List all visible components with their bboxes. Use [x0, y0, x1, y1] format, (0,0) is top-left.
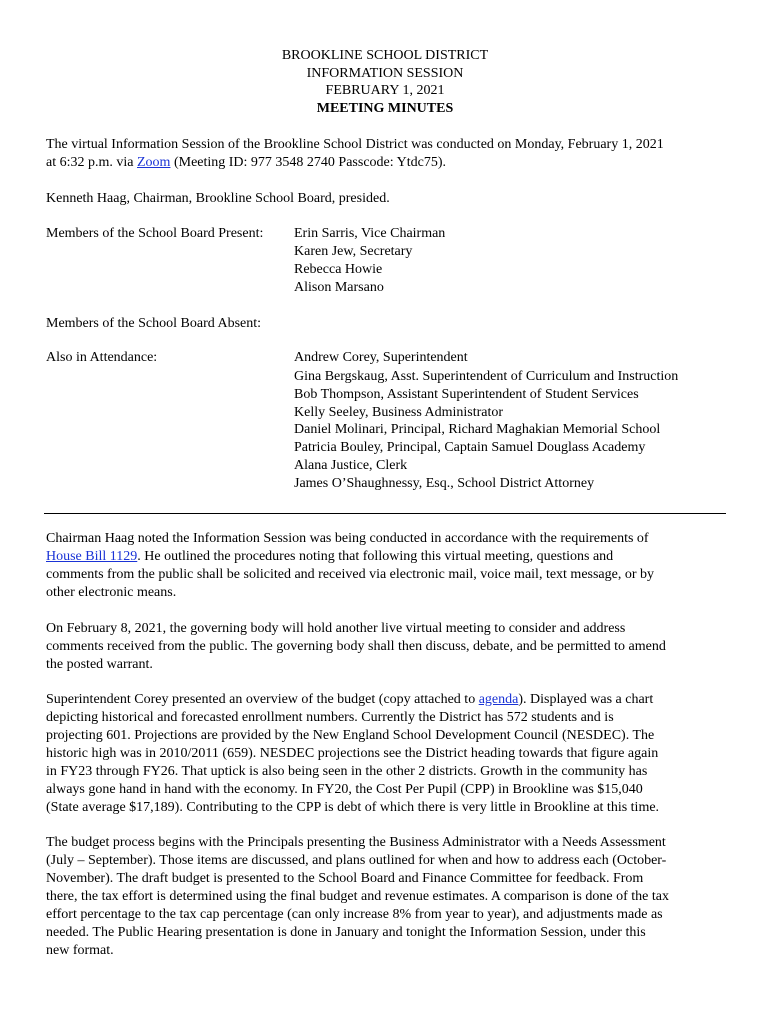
paragraph-line: needed. The Public Hearing presentation is done in January and tonight the Information Session, under this: [46, 925, 646, 940]
meeting-date: FEBRUARY 1, 2021: [325, 83, 445, 98]
budget-overview-paragraph: [46, 691, 726, 817]
intro-line-2: [46, 154, 726, 172]
paragraph-line: comments received from the public. The governing body shall then discuss, debate, and be permitted to amend: [46, 639, 666, 654]
paragraph-line: other electronic means.: [46, 585, 177, 600]
intro-meeting-id: (Meeting ID: 977 3548 2740 Passcode: Ytdc75).: [170, 155, 447, 170]
attendee: Patricia Bouley, Principal, Captain Samuel Douglass Academy: [294, 440, 646, 455]
paragraph-line: effort percentage to the tax cap percentage (can only increase 8% from year to year), and adjustments made as: [46, 907, 663, 922]
present-member: Erin Sarris, Vice Chairman: [294, 226, 446, 241]
attendance-label: Also in Attendance:: [46, 350, 158, 365]
zoom-link[interactable]: Zoom: [137, 155, 171, 170]
paragraph-text: ). Displayed was a chart: [518, 692, 654, 707]
paragraph-line: projecting 601. Projections are provided by the New England School Development Council (NESDEC). The: [46, 728, 655, 743]
house-bill-paragraph: [46, 530, 726, 602]
absent-label: Members of the School Board Absent:: [46, 316, 262, 331]
present-label: Members of the School Board Present:: [46, 226, 264, 241]
attendee: Daniel Molinari, Principal, Richard Maghakian Memorial School: [294, 422, 661, 437]
next-meeting-paragraph: [46, 620, 726, 674]
present-member: Alison Marsano: [294, 280, 384, 295]
paragraph-line: [46, 691, 726, 709]
district-name: BROOKLINE SCHOOL DISTRICT: [281, 48, 489, 63]
house-bill-link[interactable]: House Bill 1129: [46, 549, 138, 564]
present-member: Karen Jew, Secretary: [294, 244, 413, 259]
paragraph-line: always gone hand in hand with the economy. In FY20, the Cost Per Pupil (CPP) in Brookline was $15,040: [46, 782, 643, 797]
paragraph-text: Superintendent Corey presented an overview of the budget (copy attached to: [46, 692, 479, 707]
paragraph-line: there, the tax effort is determined using the final budget and revenue estimates. A comparison is done of the tax: [46, 889, 669, 904]
attendee: Gina Bergskaug, Asst. Superintendent of Curriculum and Instruction: [294, 369, 679, 384]
attendee: Kelly Seeley, Business Administrator: [294, 405, 504, 420]
budget-process-paragraph: [46, 834, 726, 960]
paragraph-line: (State average $17,189). Contributing to the CPP is debt of which there is very little in Brookline at this time.: [46, 800, 660, 815]
paragraph-line: (July – September). Those items are discussed, and plans outlined for when and how to address each (October-: [46, 853, 667, 868]
paragraph-line: in FY23 through FY26. That uptick is also being seen in the other 2 districts. Growth in the community has: [46, 764, 648, 779]
paragraph-line: the posted warrant.: [46, 657, 153, 672]
paragraph-line: historic high was in 2010/2011 (659). NESDEC projections see the District heading towards that figure again: [46, 746, 659, 761]
paragraph-line: new format.: [46, 943, 114, 958]
paragraph-line: depicting historical and forecasted enrollment numbers. Currently the District has 572 students and is: [46, 710, 614, 725]
paragraph-text: . He outlined the procedures noting that following this virtual meeting, questions and: [137, 549, 614, 564]
attendee: Bob Thompson, Assistant Superintendent of Student Services: [294, 387, 639, 402]
paragraph-line: The budget process begins with the Principals presenting the Business Administrator with a Needs Assessment: [46, 835, 666, 850]
intro-text: at 6:32 p.m. via: [46, 155, 137, 170]
attendee: Andrew Corey, Superintendent: [294, 350, 468, 365]
paragraph-line: Chairman Haag noted the Information Session was being conducted in accordance with the requirements of: [46, 531, 649, 546]
present-member: Rebecca Howie: [294, 262, 383, 277]
page-title: MEETING MINUTES: [316, 101, 454, 116]
agenda-link[interactable]: agenda: [478, 692, 519, 707]
paragraph-line: [46, 548, 726, 566]
intro-line-1: The virtual Information Session of the Brookline School District was conducted on Monday, February 1, 2021: [46, 137, 664, 152]
section-divider: [44, 513, 726, 514]
presided-text: Kenneth Haag, Chairman, Brookline School Board, presided.: [46, 191, 390, 206]
paragraph-line: comments from the public shall be solicited and received via electronic mail, voice mail, text message, or by: [46, 567, 655, 582]
session-name: INFORMATION SESSION: [306, 66, 464, 81]
intro-paragraph: [46, 136, 726, 172]
paragraph-line: November). The draft budget is presented to the School Board and Finance Committee for feedback. From: [46, 871, 644, 886]
paragraph-line: On February 8, 2021, the governing body will hold another live virtual meeting to consider and address: [46, 621, 626, 636]
attendee: Alana Justice, Clerk: [294, 458, 408, 473]
attendee: James O’Shaughnessy, Esq., School District Attorney: [294, 476, 595, 491]
